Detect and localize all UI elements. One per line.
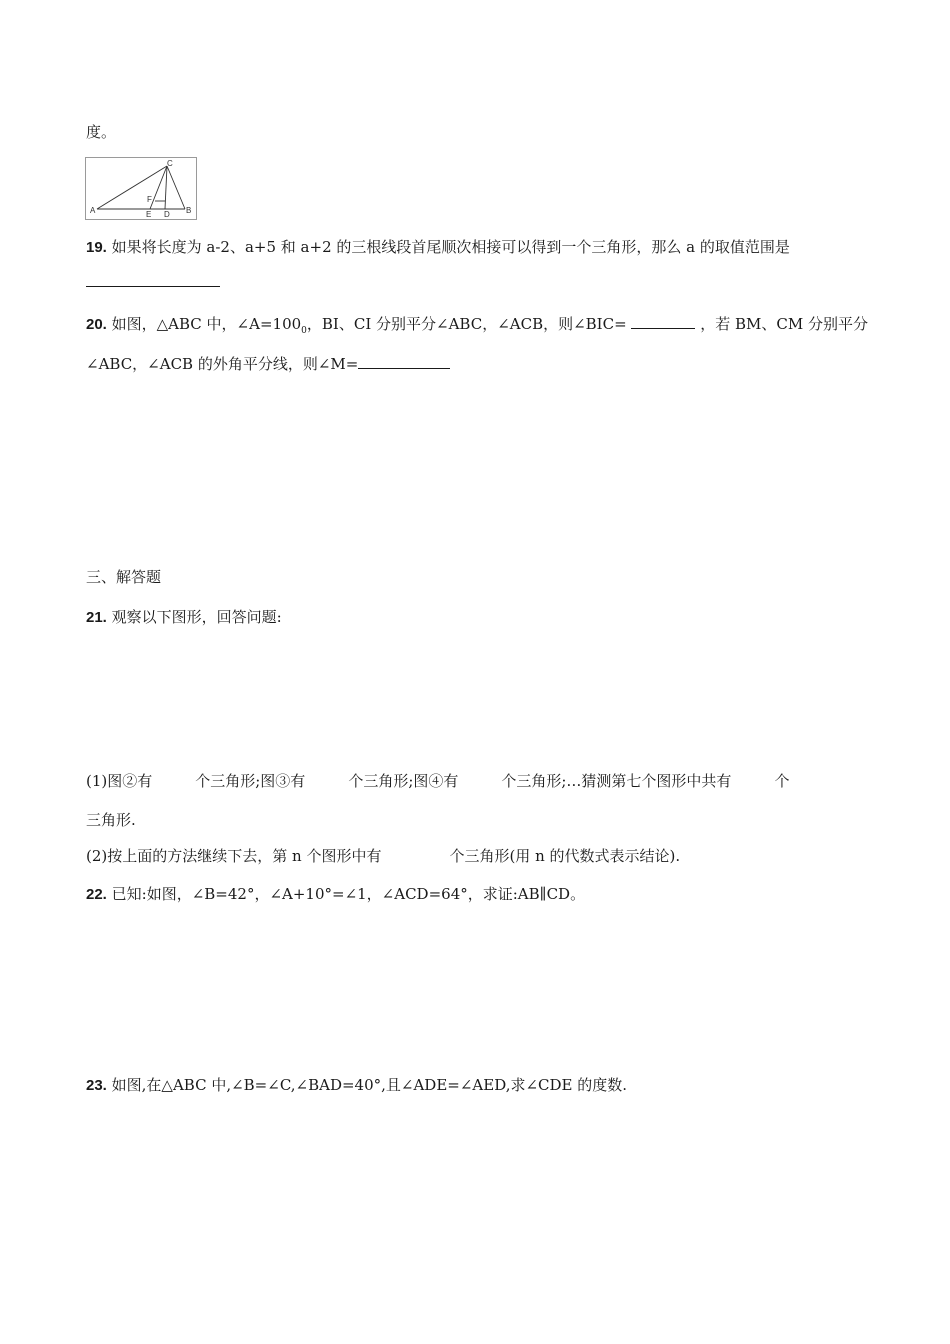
question-text: 个三角形(用 n 的代数式表示结论). — [449, 847, 681, 865]
label-C: C — [167, 159, 173, 168]
question-text: ∠ABC，∠ACB 的外角平分线，则∠M= — [86, 355, 359, 373]
degree-mark: 0 — [301, 326, 307, 336]
answer-blank-19 — [86, 272, 220, 292]
question-number: 23. — [86, 1077, 107, 1094]
fragment-line — [86, 122, 116, 142]
question-20 — [86, 314, 868, 341]
question-text: 个三角形;…猜测第七个图形中共有 — [501, 772, 732, 790]
triangle-figure — [85, 157, 197, 220]
question-21 — [86, 607, 282, 628]
question-20-line2 — [86, 354, 450, 374]
question-text: 已知:如图，∠B=42°，∠A+10°=∠1，∠ACD=64°，求证:AB∥CD。 — [111, 885, 586, 903]
question-number: 22. — [86, 886, 107, 903]
question-text: 观察以下图形，回答问题: — [111, 608, 282, 626]
question-text: 如果将长度为 a-2、a+5 和 a+2 的三根线段首尾顺次相接可以得到一个三角形，那么 a 的取值范围是 — [111, 238, 790, 256]
question-text: 个 — [774, 772, 790, 790]
answer-underline — [631, 314, 695, 329]
question-text: 如图，△ABC 中，∠A=100 — [111, 315, 302, 333]
question-19 — [86, 237, 790, 258]
answer-underline — [86, 272, 220, 287]
fragment-text: 度。 — [86, 123, 117, 141]
label-E: E — [146, 210, 152, 219]
answer-underline — [358, 354, 450, 369]
question-21-part2 — [86, 846, 680, 866]
question-text: (1)图②有 — [86, 772, 153, 790]
question-number: 19. — [86, 239, 107, 256]
question-text: 如图,在△ABC 中,∠B=∠C,∠BAD=40°,且∠ADE=∠AED,求∠CDE 的度数. — [111, 1076, 628, 1094]
segment-BC — [167, 166, 185, 209]
label-B: B — [186, 206, 192, 215]
question-23 — [86, 1075, 627, 1096]
label-F: F — [147, 195, 152, 204]
question-text: 三角形. — [86, 811, 136, 829]
label-D: D — [164, 210, 170, 219]
label-A: A — [90, 206, 96, 215]
question-text: ，若 BM、CM 分别平分 — [700, 315, 868, 333]
section-heading — [86, 567, 161, 587]
segment-AC — [97, 166, 167, 209]
figure-border — [86, 158, 197, 220]
question-text: 个三角形;图④有 — [348, 772, 459, 790]
question-text: ，BI、CI 分别平分∠ABC，∠ACB，则∠BIC= — [306, 315, 627, 333]
question-number: 21. — [86, 609, 107, 626]
question-22 — [86, 884, 585, 905]
segment-CD — [165, 166, 167, 209]
section-title: 三、解答题 — [86, 568, 162, 586]
question-number: 20. — [86, 316, 107, 333]
question-21-part1-line2 — [86, 810, 136, 830]
question-21-part1 — [86, 771, 789, 791]
question-text: 个三角形;图③有 — [195, 772, 306, 790]
question-text: (2)按上面的方法继续下去，第 n 个图形中有 — [86, 847, 382, 865]
segment-CE — [150, 166, 167, 209]
